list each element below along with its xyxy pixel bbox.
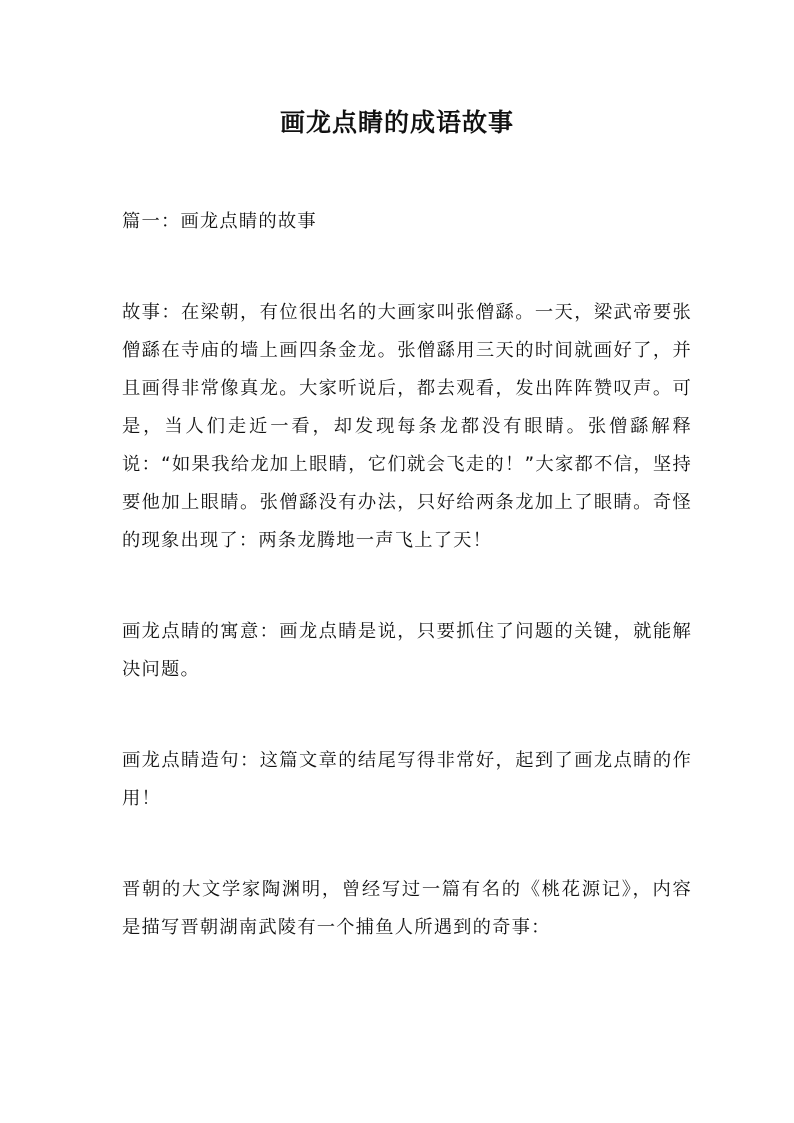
meaning-paragraph: 画龙点睛的寓意：画龙点睛是说，只要抓住了问题的关键，就能解决问题。 <box>122 621 692 680</box>
document-body <box>122 203 692 947</box>
section-heading: 篇一：画龙点睛的故事 <box>122 211 317 232</box>
example-sentence-paragraph: 画龙点睛造句：这篇文章的结尾写得非常好，起到了画龙点睛的作用！ <box>122 750 692 809</box>
document-title: 画龙点睛的成语故事 <box>279 108 514 137</box>
story-paragraph: 故事：在梁朝，有位很出名的大画家叫张僧繇。一天，梁武帝要张僧繇在寺庙的墙上画四条金龙。张僧繇用三天的时间就画好了，并且画得非常像真龙。大家听说后，都去观看，发出阵阵赞叹声。可是，当人们走近一看，却发现每条龙都没有眼睛。张僧繇解释说：“如果我给龙加上眼睛，它们就会飞走的！”大家都不信，坚持要他加上眼睛。张僧繇没有办法，只好给两条龙加上了眼睛。奇怪的现象出现了：两条龙腾地一声飞上了天！ <box>122 302 692 551</box>
intro-paragraph: 晋朝的大文学家陶渊明，曾经写过一篇有名的《桃花源记》，内容是描写晋朝湖南武陵有一个捕鱼人所遇到的奇事： <box>122 879 692 938</box>
